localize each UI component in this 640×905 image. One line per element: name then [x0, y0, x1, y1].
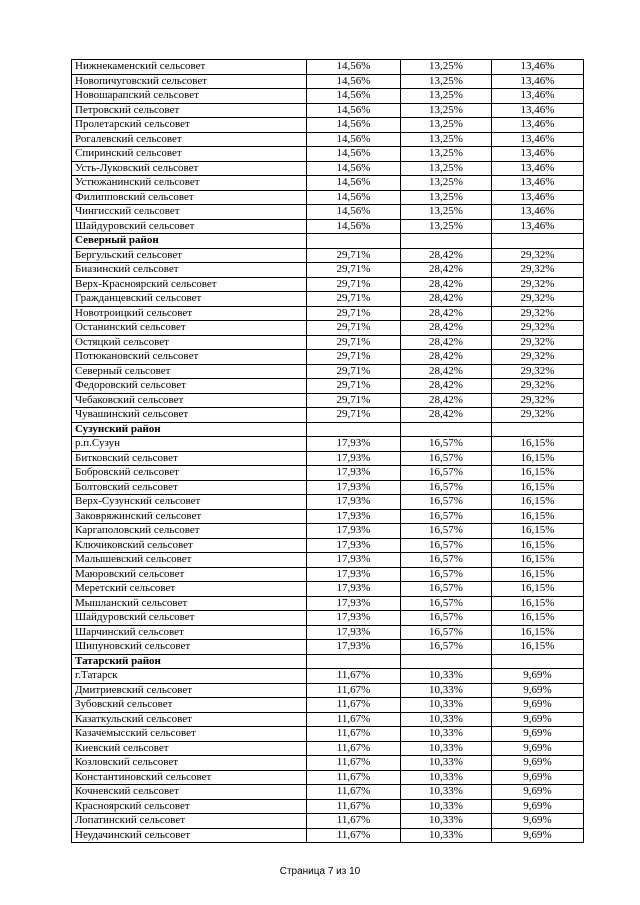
rate-b-cell: 10,33%	[401, 828, 492, 843]
rate-c-cell: 13,46%	[492, 219, 584, 234]
rate-b-cell: 10,33%	[401, 669, 492, 684]
table-row	[72, 582, 584, 597]
table-row	[72, 321, 584, 336]
rate-c-cell: 9,69%	[492, 814, 584, 829]
table-row	[72, 596, 584, 611]
table-row	[72, 640, 584, 655]
rate-a-cell: 29,71%	[307, 321, 401, 336]
rates-table	[71, 59, 584, 843]
rate-b-cell: 28,42%	[401, 393, 492, 408]
district-header-row	[72, 234, 584, 249]
rate-a-cell: 17,93%	[307, 553, 401, 568]
rate-a-cell: 17,93%	[307, 509, 401, 524]
settlement-name-cell: Остяцкий сельсовет	[72, 335, 307, 350]
settlement-name-cell: Константиновский сельсовет	[72, 770, 307, 785]
settlement-name-cell: Чингисский сельсовет	[72, 205, 307, 220]
rate-c-cell: 9,69%	[492, 712, 584, 727]
rate-c-cell: 9,69%	[492, 698, 584, 713]
rate-c-cell: 13,46%	[492, 118, 584, 133]
table-row	[72, 292, 584, 307]
rate-a-cell: 11,67%	[307, 770, 401, 785]
table-row	[72, 727, 584, 742]
rate-c-cell: 29,32%	[492, 350, 584, 365]
district-header-row	[72, 654, 584, 669]
table-row	[72, 553, 584, 568]
rate-b-cell: 16,57%	[401, 509, 492, 524]
rate-b-cell: 16,57%	[401, 437, 492, 452]
settlement-name-cell: Пролетарский сельсовет	[72, 118, 307, 133]
settlement-name-cell: Казаткульский сельсовет	[72, 712, 307, 727]
table-row	[72, 277, 584, 292]
settlement-name-cell: р.п.Сузун	[72, 437, 307, 452]
table-row	[72, 799, 584, 814]
table-row	[72, 451, 584, 466]
rate-c-cell: 13,46%	[492, 89, 584, 104]
page-number: Страница 7 из 10	[279, 866, 361, 877]
rate-c-cell: 29,32%	[492, 379, 584, 394]
rate-b-cell: 16,57%	[401, 466, 492, 481]
rate-c-cell: 9,69%	[492, 785, 584, 800]
table-row	[72, 611, 584, 626]
rate-a-cell: 14,56%	[307, 205, 401, 220]
settlement-name-cell: Шайдуровский сельсовет	[72, 219, 307, 234]
settlement-name-cell: Усть-Луковский сельсовет	[72, 161, 307, 176]
rate-b-cell: 16,57%	[401, 625, 492, 640]
table-row	[72, 364, 584, 379]
table-row	[72, 741, 584, 756]
table-row	[72, 190, 584, 205]
table-row	[72, 60, 584, 75]
rate-b-cell: 13,25%	[401, 118, 492, 133]
settlement-name-cell: Мышланский сельсовет	[72, 596, 307, 611]
rate-c-cell: 9,69%	[492, 741, 584, 756]
rate-c-cell: 29,32%	[492, 408, 584, 423]
rate-a-cell: 17,93%	[307, 451, 401, 466]
table-row	[72, 147, 584, 162]
table-row	[72, 118, 584, 133]
rate-a-cell: 11,67%	[307, 756, 401, 771]
rate-c-cell: 13,46%	[492, 60, 584, 75]
table-row	[72, 219, 584, 234]
rate-a-cell: 11,67%	[307, 669, 401, 684]
table-row	[72, 306, 584, 321]
rate-c-cell: 16,15%	[492, 437, 584, 452]
rate-a-cell: 11,67%	[307, 741, 401, 756]
rate-c-cell: 29,32%	[492, 321, 584, 336]
settlement-name-cell: Шайдуровский сельсовет	[72, 611, 307, 626]
rate-b-cell: 28,42%	[401, 379, 492, 394]
rate-c-cell: 16,15%	[492, 524, 584, 539]
rate-b-cell: 16,57%	[401, 611, 492, 626]
rate-b-cell: 16,57%	[401, 451, 492, 466]
table-row	[72, 480, 584, 495]
rate-a-cell: 14,56%	[307, 176, 401, 191]
settlement-name-cell: Останинский сельсовет	[72, 321, 307, 336]
rate-b-cell	[401, 654, 492, 669]
rate-c-cell: 9,69%	[492, 756, 584, 771]
settlement-name-cell: Биазинский сельсовет	[72, 263, 307, 278]
rate-a-cell: 29,71%	[307, 364, 401, 379]
settlement-name-cell: Верх-Сузунский сельсовет	[72, 495, 307, 510]
settlement-name-cell: Верх-Красноярский сельсовет	[72, 277, 307, 292]
table-row	[72, 379, 584, 394]
rate-c-cell: 16,15%	[492, 451, 584, 466]
table-row	[72, 205, 584, 220]
settlement-name-cell: Шипуновский сельсовет	[72, 640, 307, 655]
rate-b-cell	[401, 234, 492, 249]
settlement-name-cell: Филипповский сельсовет	[72, 190, 307, 205]
rate-c-cell: 16,15%	[492, 509, 584, 524]
rate-b-cell: 10,33%	[401, 683, 492, 698]
rate-b-cell: 10,33%	[401, 799, 492, 814]
rate-b-cell: 28,42%	[401, 321, 492, 336]
settlement-name-cell: Кочневский сельсовет	[72, 785, 307, 800]
rate-b-cell: 16,57%	[401, 567, 492, 582]
rate-b-cell: 28,42%	[401, 364, 492, 379]
rate-b-cell: 16,57%	[401, 524, 492, 539]
rate-c-cell: 16,15%	[492, 596, 584, 611]
rate-a-cell: 14,56%	[307, 60, 401, 75]
rate-b-cell: 16,57%	[401, 538, 492, 553]
rate-a-cell: 17,93%	[307, 437, 401, 452]
settlement-name-cell: Устюжанинский сельсовет	[72, 176, 307, 191]
settlement-name-cell: Меретский сельсовет	[72, 582, 307, 597]
rate-a-cell: 29,71%	[307, 306, 401, 321]
rate-b-cell: 13,25%	[401, 103, 492, 118]
rate-c-cell: 16,15%	[492, 553, 584, 568]
settlement-name-cell: Новотроицкий сельсовет	[72, 306, 307, 321]
settlement-name-cell: Спиринский сельсовет	[72, 147, 307, 162]
rate-a-cell: 11,67%	[307, 712, 401, 727]
rate-c-cell: 29,32%	[492, 335, 584, 350]
table-row	[72, 509, 584, 524]
settlement-name-cell: Нижнекаменский сельсовет	[72, 60, 307, 75]
rate-b-cell: 13,25%	[401, 89, 492, 104]
rate-b-cell: 13,25%	[401, 60, 492, 75]
rate-b-cell: 13,25%	[401, 74, 492, 89]
settlement-name-cell: Потюкановский сельсовет	[72, 350, 307, 365]
settlement-name-cell: Рогалевский сельсовет	[72, 132, 307, 147]
table-row	[72, 263, 584, 278]
table-row	[72, 74, 584, 89]
settlement-name-cell: Бобровский сельсовет	[72, 466, 307, 481]
rate-c-cell: 16,15%	[492, 466, 584, 481]
rate-c-cell	[492, 234, 584, 249]
settlement-name-cell: Чувашинский сельсовет	[72, 408, 307, 423]
rate-a-cell: 29,71%	[307, 263, 401, 278]
rate-c-cell: 16,15%	[492, 480, 584, 495]
rate-a-cell: 17,93%	[307, 582, 401, 597]
rate-b-cell: 16,57%	[401, 553, 492, 568]
rates-table-body	[72, 60, 584, 843]
table-row	[72, 683, 584, 698]
rate-c-cell: 13,46%	[492, 103, 584, 118]
rate-b-cell: 28,42%	[401, 335, 492, 350]
settlement-name-cell: Бергульский сельсовет	[72, 248, 307, 263]
rate-b-cell: 28,42%	[401, 350, 492, 365]
rate-b-cell: 28,42%	[401, 306, 492, 321]
table-row	[72, 756, 584, 771]
settlement-name-cell: Зубовский сельсовет	[72, 698, 307, 713]
rate-a-cell: 14,56%	[307, 89, 401, 104]
rate-a-cell: 17,93%	[307, 611, 401, 626]
rate-a-cell: 17,93%	[307, 466, 401, 481]
rate-a-cell: 17,93%	[307, 640, 401, 655]
table-row	[72, 176, 584, 191]
rate-a-cell: 11,67%	[307, 727, 401, 742]
rate-b-cell: 28,42%	[401, 277, 492, 292]
rate-a-cell: 11,67%	[307, 698, 401, 713]
rate-a-cell: 14,56%	[307, 132, 401, 147]
rate-c-cell	[492, 654, 584, 669]
rate-a-cell	[307, 654, 401, 669]
rate-c-cell: 29,32%	[492, 292, 584, 307]
settlement-name-cell: Заковряжинский сельсовет	[72, 509, 307, 524]
rate-b-cell: 16,57%	[401, 495, 492, 510]
settlement-name-cell: Ключиковский сельсовет	[72, 538, 307, 553]
rate-a-cell	[307, 422, 401, 437]
rate-b-cell: 13,25%	[401, 147, 492, 162]
rate-c-cell: 13,46%	[492, 147, 584, 162]
table-row	[72, 495, 584, 510]
table-row	[72, 712, 584, 727]
rate-a-cell: 11,67%	[307, 683, 401, 698]
rate-a-cell: 11,67%	[307, 785, 401, 800]
table-row	[72, 89, 584, 104]
table-row	[72, 103, 584, 118]
rate-b-cell: 28,42%	[401, 248, 492, 263]
settlement-name-cell: Битковский сельсовет	[72, 451, 307, 466]
settlement-name-cell: Маюровский сельсовет	[72, 567, 307, 582]
rate-c-cell: 16,15%	[492, 625, 584, 640]
rate-c-cell: 16,15%	[492, 567, 584, 582]
rate-a-cell: 17,93%	[307, 625, 401, 640]
rate-c-cell: 13,46%	[492, 74, 584, 89]
rate-a-cell: 29,71%	[307, 277, 401, 292]
rate-c-cell: 16,15%	[492, 582, 584, 597]
table-row	[72, 625, 584, 640]
rate-b-cell: 10,33%	[401, 727, 492, 742]
rate-a-cell: 29,71%	[307, 408, 401, 423]
rate-a-cell: 17,93%	[307, 538, 401, 553]
rate-b-cell: 16,57%	[401, 582, 492, 597]
rate-b-cell: 16,57%	[401, 640, 492, 655]
settlement-name-cell: Чебаковский сельсовет	[72, 393, 307, 408]
table-row	[72, 393, 584, 408]
settlement-name-cell: Каргаполовский сельсовет	[72, 524, 307, 539]
rate-b-cell: 13,25%	[401, 219, 492, 234]
rate-b-cell: 16,57%	[401, 480, 492, 495]
rate-b-cell: 13,25%	[401, 176, 492, 191]
rate-a-cell: 14,56%	[307, 190, 401, 205]
rate-b-cell: 10,33%	[401, 770, 492, 785]
rate-c-cell	[492, 422, 584, 437]
rate-c-cell: 29,32%	[492, 393, 584, 408]
rate-b-cell: 16,57%	[401, 596, 492, 611]
rate-b-cell: 28,42%	[401, 408, 492, 423]
rate-b-cell: 10,33%	[401, 712, 492, 727]
rate-a-cell: 14,56%	[307, 118, 401, 133]
settlement-name-cell: Гражданцевский сельсовет	[72, 292, 307, 307]
table-row	[72, 524, 584, 539]
table-row	[72, 437, 584, 452]
rate-c-cell: 9,69%	[492, 770, 584, 785]
settlement-name-cell: Болтовский сельсовет	[72, 480, 307, 495]
table-row	[72, 466, 584, 481]
settlement-name-cell: Шарчинский сельсовет	[72, 625, 307, 640]
rate-c-cell: 13,46%	[492, 161, 584, 176]
rate-c-cell: 9,69%	[492, 727, 584, 742]
rate-a-cell: 17,93%	[307, 480, 401, 495]
table-row	[72, 785, 584, 800]
rate-c-cell: 9,69%	[492, 669, 584, 684]
rate-c-cell: 29,32%	[492, 306, 584, 321]
rate-a-cell: 14,56%	[307, 219, 401, 234]
rate-a-cell: 17,93%	[307, 596, 401, 611]
settlement-name-cell: Киевский сельсовет	[72, 741, 307, 756]
rate-a-cell: 11,67%	[307, 799, 401, 814]
table-row	[72, 828, 584, 843]
settlement-name-cell: Северный район	[72, 234, 307, 249]
settlement-name-cell: Новошарапский сельсовет	[72, 89, 307, 104]
rate-a-cell: 17,93%	[307, 524, 401, 539]
rate-c-cell: 9,69%	[492, 828, 584, 843]
settlement-name-cell: г.Татарск	[72, 669, 307, 684]
settlement-name-cell: Красноярский сельсовет	[72, 799, 307, 814]
table-row	[72, 770, 584, 785]
rate-a-cell: 29,71%	[307, 248, 401, 263]
rate-c-cell: 29,32%	[492, 277, 584, 292]
rate-b-cell: 13,25%	[401, 205, 492, 220]
table-row	[72, 698, 584, 713]
rate-b-cell: 10,33%	[401, 698, 492, 713]
rate-b-cell: 10,33%	[401, 741, 492, 756]
settlement-name-cell: Северный сельсовет	[72, 364, 307, 379]
rate-b-cell: 28,42%	[401, 292, 492, 307]
rate-b-cell: 10,33%	[401, 785, 492, 800]
settlement-name-cell: Казачемысский сельсовет	[72, 727, 307, 742]
table-row	[72, 132, 584, 147]
rate-c-cell: 9,69%	[492, 683, 584, 698]
rate-a-cell: 11,67%	[307, 814, 401, 829]
rate-c-cell: 29,32%	[492, 263, 584, 278]
rate-a-cell: 14,56%	[307, 147, 401, 162]
rate-b-cell: 13,25%	[401, 161, 492, 176]
settlement-name-cell: Лопатинский сельсовет	[72, 814, 307, 829]
rate-c-cell: 13,46%	[492, 132, 584, 147]
settlement-name-cell: Новопичуговский сельсовет	[72, 74, 307, 89]
rate-c-cell: 16,15%	[492, 640, 584, 655]
rate-c-cell: 29,32%	[492, 364, 584, 379]
settlement-name-cell: Малышевский сельсовет	[72, 553, 307, 568]
rate-a-cell: 29,71%	[307, 379, 401, 394]
rate-a-cell: 14,56%	[307, 74, 401, 89]
district-header-row	[72, 422, 584, 437]
table-row	[72, 335, 584, 350]
rate-a-cell: 29,71%	[307, 393, 401, 408]
rate-a-cell: 29,71%	[307, 350, 401, 365]
rate-c-cell: 13,46%	[492, 205, 584, 220]
settlement-name-cell: Татарский район	[72, 654, 307, 669]
settlement-name-cell: Дмитриевский сельсовет	[72, 683, 307, 698]
rate-a-cell: 29,71%	[307, 335, 401, 350]
rate-b-cell: 28,42%	[401, 263, 492, 278]
settlement-name-cell: Неудачинский сельсовет	[72, 828, 307, 843]
rate-b-cell: 10,33%	[401, 756, 492, 771]
rate-c-cell: 13,46%	[492, 176, 584, 191]
rate-c-cell: 13,46%	[492, 190, 584, 205]
settlement-name-cell: Петровский сельсовет	[72, 103, 307, 118]
rate-b-cell: 13,25%	[401, 190, 492, 205]
table-row	[72, 814, 584, 829]
rate-a-cell: 17,93%	[307, 567, 401, 582]
rate-c-cell: 29,32%	[492, 248, 584, 263]
rate-a-cell: 14,56%	[307, 161, 401, 176]
rate-a-cell: 11,67%	[307, 828, 401, 843]
rate-a-cell: 14,56%	[307, 103, 401, 118]
rate-b-cell	[401, 422, 492, 437]
table-row	[72, 408, 584, 423]
rate-b-cell: 13,25%	[401, 132, 492, 147]
rate-a-cell: 17,93%	[307, 495, 401, 510]
rate-b-cell: 10,33%	[401, 814, 492, 829]
table-row	[72, 669, 584, 684]
settlement-name-cell: Федоровский сельсовет	[72, 379, 307, 394]
table-row	[72, 161, 584, 176]
table-row	[72, 350, 584, 365]
rate-c-cell: 9,69%	[492, 799, 584, 814]
table-row	[72, 538, 584, 553]
rate-c-cell: 16,15%	[492, 538, 584, 553]
rate-a-cell	[307, 234, 401, 249]
table-row	[72, 567, 584, 582]
rate-c-cell: 16,15%	[492, 611, 584, 626]
rate-c-cell: 16,15%	[492, 495, 584, 510]
settlement-name-cell: Сузунский район	[72, 422, 307, 437]
rate-a-cell: 29,71%	[307, 292, 401, 307]
settlement-name-cell: Козловский сельсовет	[72, 756, 307, 771]
table-row	[72, 248, 584, 263]
